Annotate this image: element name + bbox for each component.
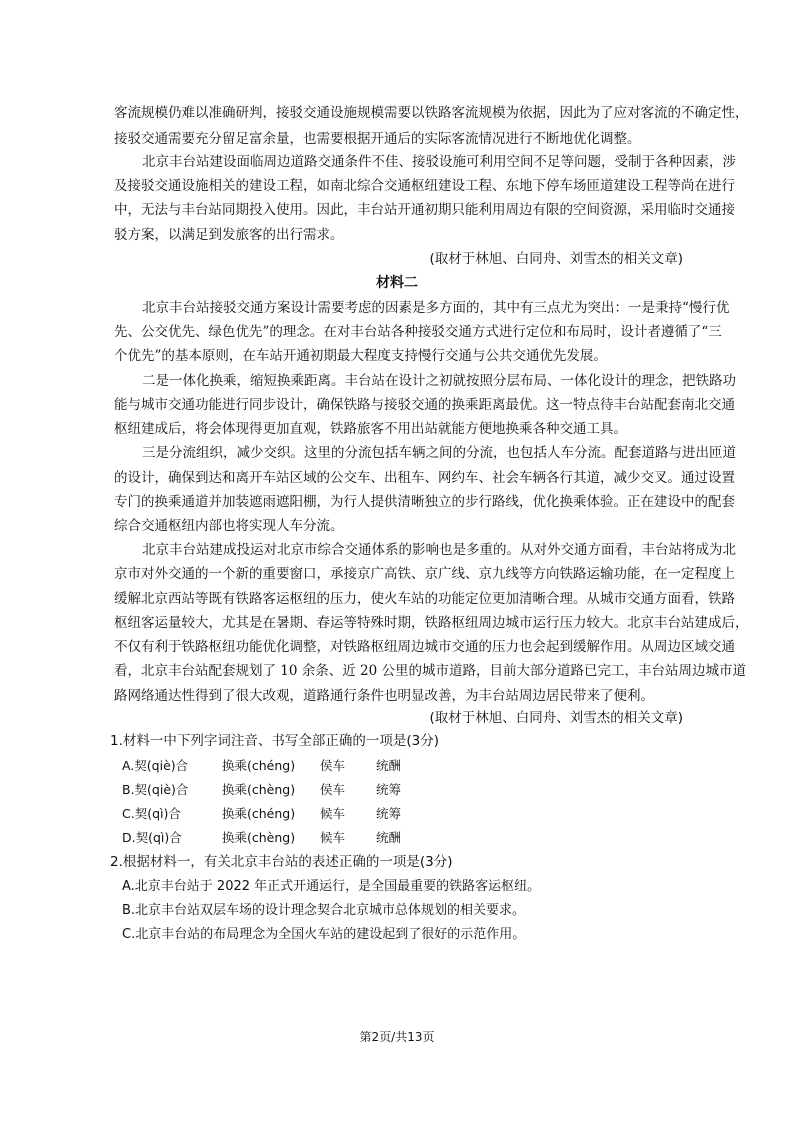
option-word: 换乘(chèng) <box>222 830 296 845</box>
question-2-option-a: A.北京丰台站于 2022 年正式开通运行，是全国最重要的铁路客运枢纽。 <box>122 879 541 894</box>
body-line: 及接驳交通设施相关的建设工程，如南北综合交通枢纽建设工程、东地下停车场匝道建设工程等尚在进行 <box>114 178 735 194</box>
option-word: 换乘(chéng) <box>222 806 296 821</box>
body-line: 客流规模仍难以准确研判，接驳交通设施规模需要以铁路客流规模为依据，因此为了应对客流的不确定性， <box>114 105 749 121</box>
question-2-option-b: B.北京丰台站双层车场的设计理念契合北京城市总体规划的相关要求。 <box>122 903 526 918</box>
option-word: A.契(qiè)合 <box>122 758 189 773</box>
option-word: 换乘(chéng) <box>222 758 296 773</box>
body-line: 能与城市交通功能进行同步设计，确保铁路与接驳交通的换乘距离最优。这一特点待丰台站配套南北交通 <box>114 397 735 413</box>
body-line: 的设计，确保到达和离开车站区域的公交车、出租车、网约车、社会车辆各行其道，减少交叉。通过设置 <box>114 470 735 486</box>
body-line: 驳方案，以满足到发旅客的出行需求。 <box>114 227 344 243</box>
body-line: 北京丰台站建设面临周边道路交通条件不佳、接驳设施可利用空间不足等问题，受制于各种因素，涉 <box>142 154 736 170</box>
option-word: D.契(qì)合 <box>122 830 182 845</box>
body-line: 路网络通达性得到了很大改观，道路通行条件也明显改善，为丰台站周边居民带来了便利。 <box>114 688 654 704</box>
body-line: 枢纽建成后，将会体现得更加直观，铁路旅客不用出站就能方便地换乘各种交通工具。 <box>114 421 627 437</box>
body-line: 看，北京丰台站配套规划了 10 余条、近 20 公里的城市道路，目前大部分道路已完工，丰台站周边城市道 <box>114 663 747 679</box>
body-line: 北京丰台站接驳交通方案设计需要考虑的因素是多方面的，其中有三点尤为突出：一是秉持“慢行优 <box>142 300 730 316</box>
section-title: 材料二 <box>376 275 418 291</box>
option-word: 统酬 <box>376 830 402 845</box>
source-citation: (取材于林旭、白同舟、刘雪杰的相关文章) <box>429 251 683 267</box>
option-word: 统筹 <box>376 806 402 821</box>
body-line: 枢纽客运量较大，尤其是在暑期、春运等特殊时期，铁路枢纽周边城市运行压力较大。北京丰台站建成后， <box>114 615 749 631</box>
body-line: 缓解北京西站等既有铁路客运枢纽的压力，使火车站的功能定位更加清晰合理。从城市交通方面看，铁路 <box>114 591 735 607</box>
option-word: 侯车 <box>320 758 346 773</box>
page-number: 第2页/共13页 <box>359 1030 435 1044</box>
question-2-stem: 2.根据材料一，有关北京丰台站的表述正确的一项是(3分) <box>110 854 453 870</box>
option-word: 侯车 <box>320 782 346 797</box>
body-line: 北京丰台站建成投运对北京市综合交通体系的影响也是多重的。从对外交通方面看，丰台站将成为北 <box>142 542 736 558</box>
body-line: 中，无法与丰台站同期投入使用。因此，丰台站开通初期只能利用周边有限的空间资源，采用临时交通接 <box>114 202 735 218</box>
body-line: 不仅有利于铁路枢纽功能优化调整，对铁路枢纽周边城市交通的压力也会起到缓解作用。从周边区域交通 <box>114 639 735 655</box>
option-word: 统筹 <box>376 782 402 797</box>
question-1-stem: 1.材料一中下列字词注音、书写全部正确的一项是(3分) <box>110 733 440 749</box>
body-line: 京市对外交通的一个新的重要窗口，承接京广高铁、京广线、京九线等方向铁路运输功能，在一定程度上 <box>114 566 735 582</box>
body-line: 接驳交通需要充分留足富余量，也需要根据开通后的实际客流情况进行不断地优化调整。 <box>114 131 641 147</box>
option-word: 候车 <box>320 830 346 845</box>
source-citation: (取材于林旭、白同舟、刘雪杰的相关文章) <box>429 710 683 726</box>
question-2-option-c: C.北京丰台站的布局理念为全国火车站的建设起到了很好的示范作用。 <box>122 927 526 942</box>
body-line: 综合交通枢纽内部也将实现人车分流。 <box>114 518 344 534</box>
body-line: 先、公交优先、绿色优先”的理念。在对丰台站各种接驳交通方式进行定位和布局时，设计者遵循了“三 <box>114 324 722 340</box>
body-line: 专门的换乘通道并加装遮雨遮阳棚，为行人提供清晰独立的步行路线，优化换乘体验。正在建设中的配套 <box>114 494 735 510</box>
body-line: 二是一体化换乘，缩短换乘距离。丰台站在设计之初就按照分层布局、一体化设计的理念，把铁路功 <box>142 373 736 389</box>
option-word: 候车 <box>320 806 346 821</box>
body-line: 三是分流组织，减少交织。这里的分流包括车辆之间的分流，也包括人车分流。配套道路与进出匝道 <box>142 445 736 461</box>
option-word: B.契(qiè)合 <box>122 782 189 797</box>
option-word: 换乘(chèng) <box>222 782 296 797</box>
option-word: C.契(qì)合 <box>122 806 181 821</box>
option-word: 统酬 <box>376 758 402 773</box>
body-line: 个优先”的基本原则，在车站开通初期最大程度支持慢行交通与公共交通优先发展。 <box>114 348 607 364</box>
